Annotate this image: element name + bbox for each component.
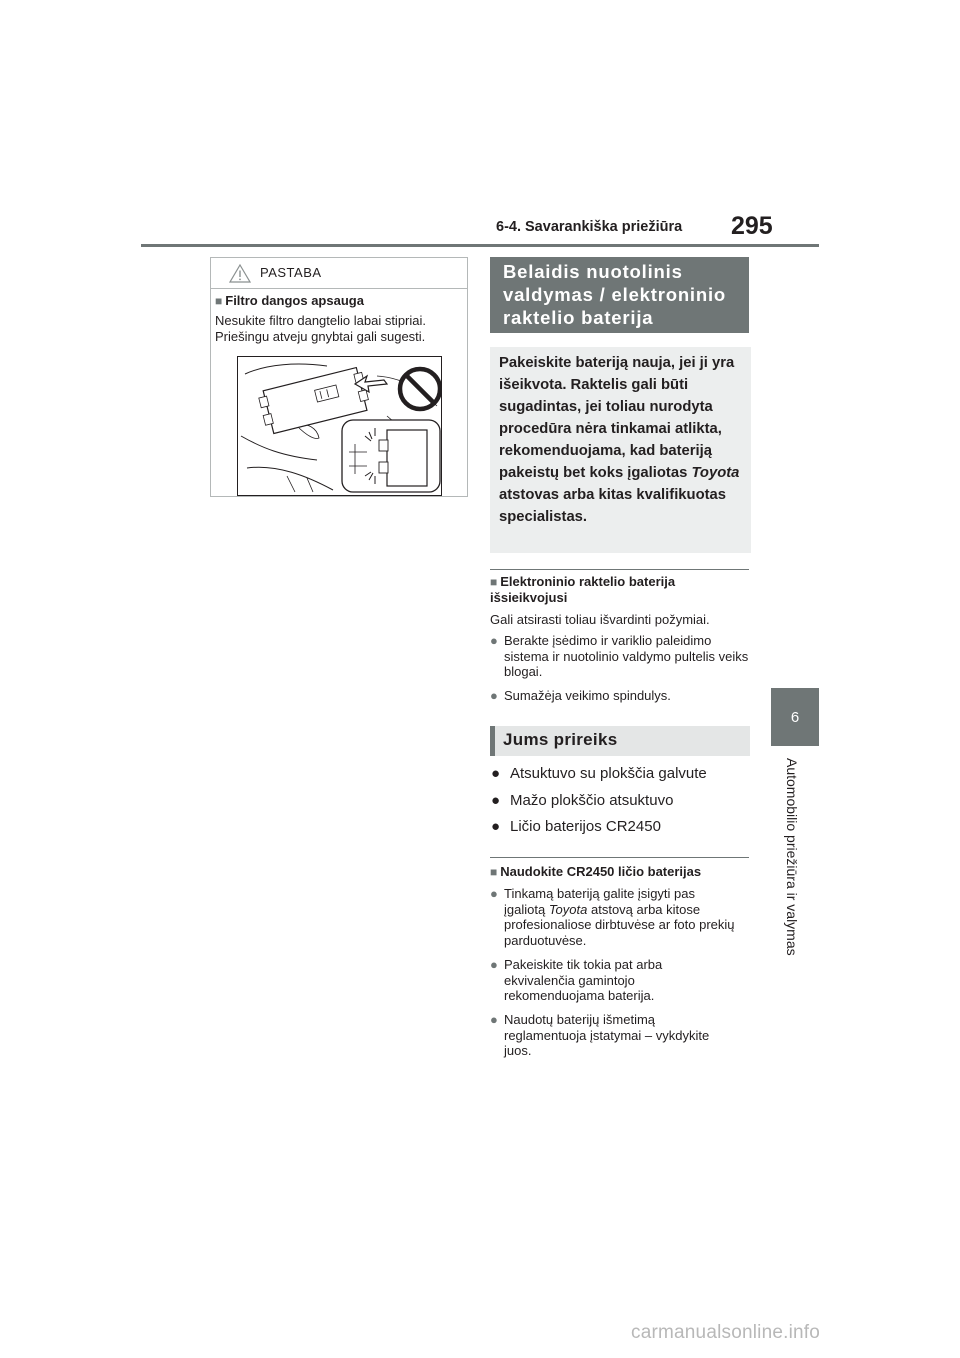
list-item: ● Sumažėja veikimo spindulys.: [490, 688, 671, 703]
list-item: ● Berakte įsėdimo ir variklio paleidimo sistema ir nuotolinio valdymo pultelis veiks blogai.: [490, 633, 749, 679]
need-heading-title: Jums prireiks: [503, 730, 618, 749]
depleted-intro: Gali atsirasti toliau išvardinti požymiai.: [490, 612, 710, 627]
intro-text: Pakeiskite bateriją nauja, jei ji yra išeikvota. Raktelis gali būti sugadintas, jei toliau nurodyta procedūra nėra tinkamai atlikta, rekomenduojama, kad bateriją pakeistų bet koks įgaliotas Toyota atstovas arba kitas kvalifikuotas specialistas.: [499, 355, 740, 525]
notice-title: PASTABA: [260, 265, 322, 280]
page-number: 295: [731, 212, 773, 240]
need-heading-bar: [490, 726, 495, 756]
notice-box: [210, 257, 468, 497]
square-bullet-icon: ■: [490, 865, 498, 879]
header-rule: [141, 244, 819, 247]
main-heading: [490, 257, 749, 333]
warning-icon: [229, 264, 251, 283]
chapter-tab: [771, 688, 819, 746]
notice-subtitle: ■ Filtro dangos apsauga: [215, 293, 364, 308]
chapter-caption: [784, 758, 806, 978]
bullet-dot-icon: ●: [490, 957, 498, 972]
square-bullet-icon: ■: [490, 575, 498, 589]
list-item: ● Tinkamą bateriją galite įsigyti pas įgaliotą Toyota atstovą arba kitose profesionaliose dirbtuvėse ar foto prekių parduotuvėse.: [490, 886, 735, 948]
main-heading-line: Belaidis nuotolinis: [503, 261, 683, 282]
bullet-dot-icon: ●: [491, 765, 501, 782]
main-heading-line: raktelio baterija: [503, 307, 654, 328]
watermark: carmanualsonline.info: [631, 1322, 821, 1343]
list-item: ● Mažo plokščio atsuktuvo: [491, 792, 674, 809]
section-rule: [490, 569, 749, 570]
bullet-dot-icon: ●: [490, 886, 498, 901]
section-title: 6-4. Savarankiška priežiūra: [496, 219, 683, 235]
cr2450-section-title: ■ Naudokite CR2450 ličio baterijas: [490, 864, 702, 879]
square-bullet-icon: ■: [215, 294, 223, 308]
list-item: ● Naudotų baterijų išmetimą reglamentuoja įstatymai – vykdykite juos.: [490, 1012, 710, 1058]
notice-body: Nesukite filtro dangtelio labai stipriai. Priešingu atveju gnybtai gali sugesti.: [215, 313, 426, 344]
filter-cover-illustration: [237, 356, 442, 496]
list-item: ● Atsuktuvo su plokščia galvute: [491, 765, 707, 782]
notice-header: [211, 258, 467, 289]
chapter-caption-text: Automobilio priežiūra ir valymas: [784, 758, 800, 956]
intro-box: [490, 347, 751, 553]
bullet-dot-icon: ●: [490, 1012, 498, 1027]
bullet-dot-icon: ●: [491, 792, 501, 809]
need-heading: [490, 726, 750, 756]
main-heading-line: valdymas / elektroninio: [503, 284, 727, 305]
chapter-number: 6: [790, 708, 800, 726]
section-rule: [490, 857, 749, 858]
list-item: ● Ličio baterijos CR2450: [491, 818, 661, 835]
bullet-dot-icon: ●: [490, 688, 498, 703]
bullet-dot-icon: ●: [491, 818, 501, 835]
bullet-dot-icon: ●: [490, 633, 498, 648]
list-item: ● Pakeiskite tik tokia pat arba ekvivalenčia gamintojo rekomenduojama baterija.: [490, 957, 663, 1003]
depleted-section-title: ■ Elektroninio raktelio baterija išsieikvojusi: [490, 574, 676, 605]
